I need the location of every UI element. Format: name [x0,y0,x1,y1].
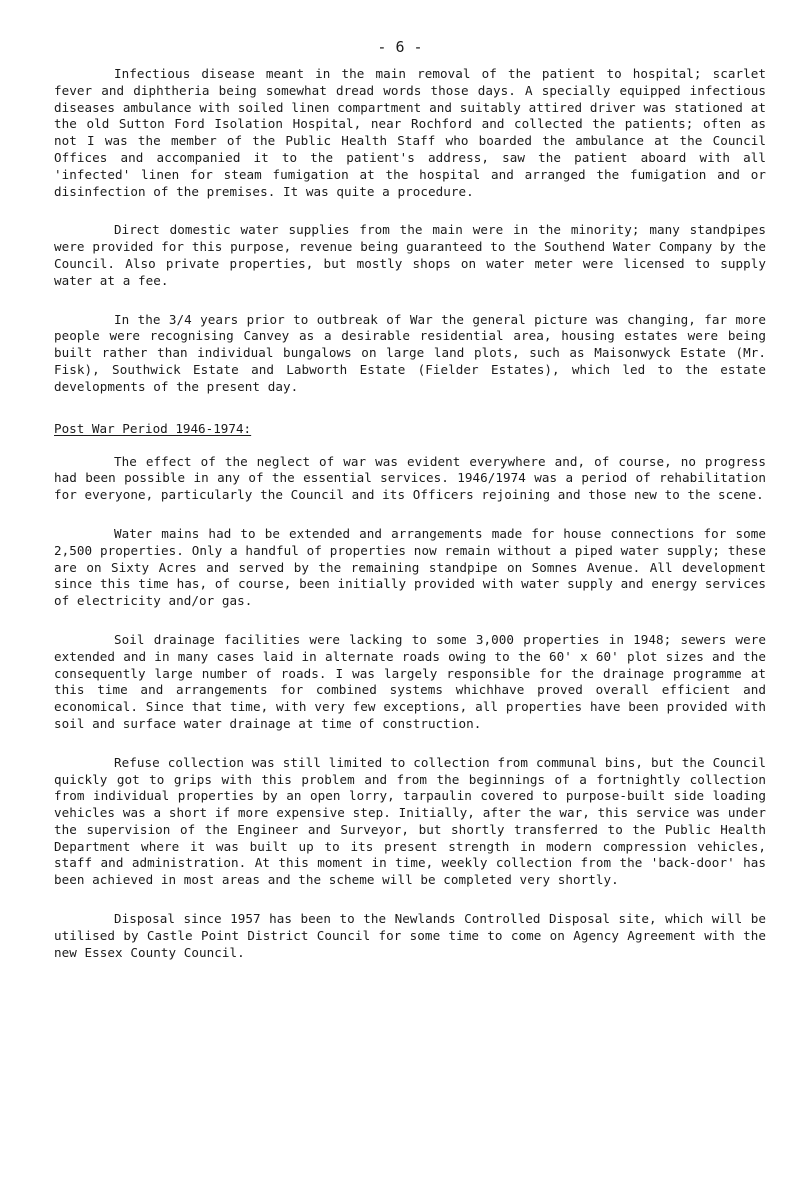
paragraph-refuse-collection: Refuse collection was still limited to collection from communal bins, but the Council quickly got to grips with this problem and from the beginnings of a fortnightly collection from individual properties by an open lorry, tarpaulin covered to purpose-built side loading vehicles was a short if more expensive step. Initially, after the war, this service was under the supervision of the Engineer and Surveyor, but shortly transferred to the Public Health Department where it was built up to its present strength in modern compression vehicles, staff and administration. At this moment in time, weekly collection from the 'back-door' has been achieved in most areas and the scheme will be completed very shortly. [54,754,766,888]
paragraph-water-mains: Water mains had to be extended and arrangements made for house connections for some 2,500 properties. Only a handful of properties now remain without a piped water supply; these are on Sixty Acres and served by the remaining standpipe on Somnes Avenue. All development since this time has, of course, been initially provided with water supply and energy services of electricity and/or gas. [54,525,766,609]
document-body [54,66,766,983]
page-number: - 6 - [377,38,423,56]
paragraph-disposal: Disposal since 1957 has been to the Newlands Controlled Disposal site, which will be utilised by Castle Point District Council for some time to come on Agency Agreement with the new Essex County Council. [54,911,766,960]
paragraph-water-supplies: Direct domestic water supplies from the main were in the minority; many standpipes were provided for this purpose, revenue being guaranteed to the Southend Water Company by the Council. Also private properties, but mostly shops on water meter were licensed to supply water at a fee. [54,222,766,288]
section-heading: Post War Period 1946-1974: [54,420,252,436]
paragraph-soil-drainage: Soil drainage facilities were lacking to some 3,000 properties in 1948; sewers were extended and in many cases laid in alternate roads owing to the 60' x 60' plot sizes and the consequently large number of roads. I was largely responsible for the drainage programme at this time and arrangements for combined systems whichhave proved overall efficient and economical. Since that time, with very few exceptions, all properties have been provided with soil and surface water drainage at time of construction. [54,631,766,731]
section-heading-wrap [54,418,766,454]
paragraph-prewar-development: In the 3/4 years prior to outbreak of War the general picture was changing, far more people were recognising Canvey as a desirable residential area, housing estates were being built rather than individual bungalows on large land plots, such as Maisonwyck Estate (Mr. Fisk), Southwick Estate and Labworth Estate (Fielder Estates), which led to the estate developments of the present day. [54,311,766,394]
paragraph-infectious-disease: Infectious disease meant in the main removal of the patient to hospital; scarlet fever and diphtheria being somewhat dread words those days. A specially equipped infectious diseases ambulance with soiled linen compartment and suitably attired driver was stationed at the old Sutton Ford Isolation Hospital, near Rochford and collected the patients; often as not I was the member of the Public Health Staff who boarded the ambulance at the Council Offices and accompanied it to the patient's address, saw the patient aboard with all 'infected' linen for steam fumigation at the hospital and arranged the fumigation and or disinfection of the premises. It was quite a procedure. [54,66,766,199]
paragraph-neglect-of-war: The effect of the neglect of war was evident everywhere and, of course, no progress had been possible in any of the essential services. 1946/1974 was a period of rehabilitation for everyone, particularly the Council and its Officers rejoining and those new to the scene. [54,453,766,503]
